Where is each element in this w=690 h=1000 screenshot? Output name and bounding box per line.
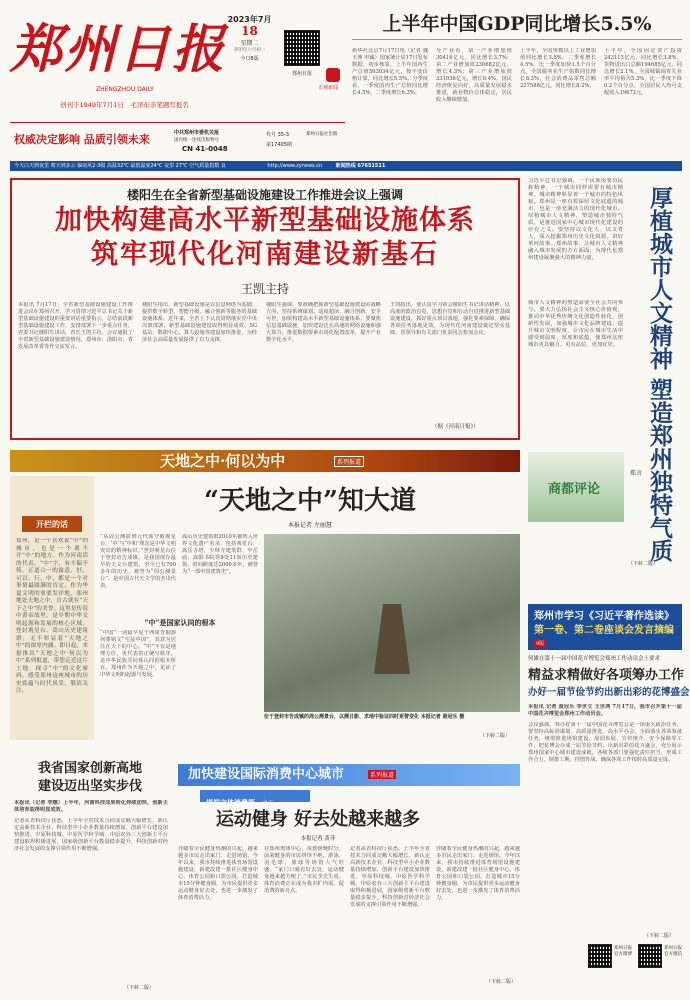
tiandi-col-2: 嵩山历史建筑群2010年被列入世界文化遗产名录，包括观星台、嵩岳寺塔、少林寺建筑群、中岳庙、嵩阳书院等8处11项历史建筑，时间跨度达2000多年，被誉为“一部中国建筑史”。 [182, 534, 258, 575]
tiandi-col-1b: “中国”一词最早见于西周青铜器何尊铭文“宅兹中国”，其意为居住在天下的中心。“中”不仅是地理方位，更代表着正统与秩序，是中华民族共同体认同的根本所在。郑州作为天地之中，见证了中华文明的起源与发展。 [100, 630, 176, 678]
fitness-col-4: 伴随着全民健身热潮的兴起，越来越多市民走出家门、走进场馆。今年以来，我市持续推进体育场馆设施建设，新建改建一批社区健身中心、体育公园和口袋公园，打造城市15分钟健身圈，为市民提供更多运动健身好去处，也进一步激发了体育消费活力。 [436, 846, 520, 901]
gdp-col-4: 上半年，全国固定资产投资243113亿元，同比增长3.8%。货物进出口总额194685亿元，同比增长2.1%。全国城镇调查失业率平均值为5.3%，比一季度下降0.2个百分点。全国居民人均可支配收入19672元。 [604, 48, 682, 96]
huabo-headline-1: 精益求精做好各项筹办工作 [528, 668, 685, 683]
fitness-jump: （下转二版） [486, 979, 517, 985]
wechat-qr-label: 郑州日报官方微信 [664, 946, 682, 957]
serial-number: CN 41-0048 [182, 145, 228, 153]
motto-bar [10, 122, 345, 158]
date-year: 2023年7月 [227, 15, 272, 24]
fitness-subbanner-text: 提振文体消费篇 [206, 798, 255, 807]
gdp-article [352, 8, 682, 158]
tiandi-subhead: “中”是国家认同的根本 [144, 618, 216, 627]
lead-article [10, 178, 520, 440]
column-logo [528, 452, 624, 522]
study-box [528, 604, 682, 650]
website-link[interactable]: http://www.zynews.cn [267, 163, 323, 169]
tiandi-sidebar [10, 476, 94, 740]
innovation-headline-1: 我省国家创新高地 [37, 761, 142, 776]
huabo-headline-2: 办好一届节俭节约出新出彩的花博盛会 [528, 687, 690, 698]
motto: 权威决定影响 品质引领未来 [14, 133, 150, 146]
tiandi-series-tag: 系列报道 [334, 456, 364, 467]
lead-col-2: 楼阳生指出，新型基础设施是以信息网络为基础，提供数字转型、智能升级、融合创新等服务的基础设施体系。近年来，全省上下认真贯彻落实党中央决策部署，新型基础设施建设取得明显成效，5G基站、数据中心、算力设施等建设加快推进，为经济社会高质量发展提供了有力支撑。 [142, 302, 257, 343]
gdp-headline: 上半年中国GDP同比增长5.5% [352, 8, 682, 40]
app-label: 正观新闻 [318, 85, 339, 91]
wechat-qr-code[interactable] [638, 944, 662, 968]
fitness-series-tag: 系列报道 [370, 772, 395, 779]
innovation-headline-2: 建设迈出坚实步伐 [37, 779, 142, 794]
lunar-date: 癸卯年六月初一 [233, 48, 266, 53]
huabo-kicker: 何雄在第十一届中国花卉博览会郑州工作动员会上要求 [528, 656, 661, 662]
date-box [222, 8, 277, 118]
commentary-body-1: 习近平总书记强调，一个民族需要有民族精神，一个城市同样需要有城市精神。城市精神彰显着一个城市的特色风貌。郑州是一座有着深厚文化底蕴的城市，也是一座充满活力的现代化城市。厚植城市人文精神，塑造城市独特气质，是推进国家中心城市现代化建设的应有之义。要坚持以文化人、以文育人，深入挖掘郑州历史文化资源，讲好黄河故事、郑州故事，让城市人文精神融入城市发展的方方面面，为现代化郑州建设凝聚强大的精神力量。 [528, 178, 623, 261]
fitness-col-1: 伴随着全民健身热潮的兴起，越来越多市民走出家门、走进场馆。今年以来，我市持续推进体育场馆设施建设，新建改建一批社区健身中心、体育公园和口袋公园，打造城市15分钟健身圈，为市民提供更多运动健身好去处，也进一步激发了体育消费活力。 [178, 846, 258, 901]
edition-count: 今日8版 [240, 56, 259, 62]
study-headline-2: 第一卷、第二卷座谈会发言摘编 [534, 625, 674, 636]
tiandi-headline: “天地之中”知大道 [204, 486, 416, 516]
huabo-body: 会议强调，筹办好第十一届中国花卉博览会是一项重大政治任务，要坚持高标准谋划、高质量推进、高水平办会，全面落实各项筹备任务，统筹推进场馆建设、展园布展、宣传推介、安全保障等工作，把花博会办成一届节俭节约、出新出彩的花卉盛会，充分展示郑州国家中心城市建设成就。各级各部门要强化责任担当，形成工作合力，倒排工期，挂图作战，确保各项工作按时高质量完成。 [528, 722, 682, 763]
hotline: 新闻热线 67651511 [335, 163, 386, 169]
weather-bar [10, 161, 682, 171]
fitness-col-2: 在郑州奥体中心，每到傍晚时分，前来健身的市民络绎不绝。游泳、羽毛球、篮球等场馆人气旺盛。“家门口就有好去处，运动健身越来越方便了。”市民李先生说。体育消费正在成为我市扩内需、促消费的新亮点。 [264, 846, 344, 894]
lead-headline-2: 筑牢现代化河南建设新基石 [91, 239, 439, 270]
weekday: 星期二 [240, 40, 259, 47]
innovation-jump: （下转二版） [124, 985, 155, 991]
commentary-section-logo: 商都评论 [548, 482, 601, 497]
sidebar-body: 郑州，是一个喜欢说“中”的城市，也是一个离不开“中”的地方。作为河南话的代表，“中”字，有不偏不倚、正道合一的寓意，好、可以、行、中，都是一个对事情最圆满的肯定。作为华夏文明的重要发祥地，郑州地处天地之中，自古就有“天下之中”的美誉。这里是传说中黄帝故里，是早期中华文明起源和发展的核心区域。登封观星台、嵩山历史建筑群，无不彰显着“天地之中”的深厚内涵。即日起，本报推出“天地之中·何以为中”系列报道，带您走近这片土地，探寻“中”的文化密码，感受郑州这座城市的历史底蕴与时代风采。敬请关注。 [16, 538, 88, 694]
commentary-jump: （下转二版） [628, 561, 659, 567]
qr-caption: 郑州日报 [291, 71, 312, 77]
publisher: 中共郑州市委机关报 [174, 130, 220, 136]
innovation-byline: 本报讯（记者 李娜）上半年，河南科技成果转化持续加快，创新主体培育取得明显成效。 [14, 800, 168, 813]
serial-label: 国内统一连续出版物号 [174, 138, 219, 143]
date-day: 18 [241, 24, 258, 38]
huabo-jump: （下转二版） [644, 933, 675, 939]
fitness-col-3: 记者从省科技厅获悉，上半年全省技术合同成交额大幅增长，新认定高新技术企业、科技型中小企业数量持续增加，创新平台建设加快推进。中原科技城、中原医学科学城、中原农谷三大创新主平台建设取得积极进展，国家级创新平台数量稳步提升，科技创新对经济社会发展的支撑引领作用不断增强。 [350, 846, 430, 908]
gdp-col-3: 上半年，全国规模以上工业增加值同比增长3.8%。二季度增长4.5%，比一季度加快1.5个百分点。全国服务业生产指数同比增长8.3%，社会消费品零售总额227588亿元，同比增长8.2%。 [520, 48, 596, 89]
tiandi-banner-title: 天地之中·何以为中 [160, 452, 286, 470]
masthead-title: 郑州日报 [10, 19, 227, 80]
lead-col-4: 王凯指出，要认真学习领会楼阳生书记讲话精神，以高度的政治自觉、思想自觉和行动自觉推进新型基础设施建设，抓好重点项目落地，强化要素保障，确保各项任务落地见效，为现代化河南建设奠定坚实基础。省领导和有关部门负责同志参加会议。 [390, 302, 510, 336]
commentary-author: 郑言 [630, 470, 643, 477]
weibo-qr-label: 郑州日报官方微博 [614, 946, 632, 957]
commentary-title: 厚植城市人文精神 塑造郑州独特气质 [646, 186, 673, 563]
gdp-col-2: 分产业看，第一产业增加值30416亿元，同比增长3.7%；第二产业增加值230682亿元，增长4.3%；第三产业增加值331936亿元，增长6.4%。国民经济恢复向好，高质量发展稳步推进，就业物价总体稳定，居民收入继续增加。 [436, 48, 512, 103]
tiandi-banner [10, 450, 520, 472]
app-logo-icon [326, 68, 340, 82]
gdp-col-1: 新华社北京7月17日电（记者 魏玉坤 申铖）国家统计局17日发布数据，初步核算，上半年国内生产总值593034亿元，按不变价格计算，同比增长5.5%。分季度看，一季度国内生产总值同比增长4.5%，二季度增长6.3%。 [352, 48, 428, 96]
lead-headline-1: 加快构建高水平新型基础设施体系 [55, 205, 475, 236]
innovation-body: 记者从省科技厅获悉，上半年全省技术合同成交额大幅增长，新认定高新技术企业、科技型中小企业数量持续增加，创新平台建设加快推进。中原科技城、中原医学科学城、中原农谷三大创新主平台建设取得积极进展，国家级创新平台数量稳步提升，科技创新对经济社会发展的支撑引领作用不断增强。 [14, 818, 168, 852]
lead-jump: （据《河南日报》） [432, 424, 479, 430]
tiandi-photo [264, 534, 520, 712]
tiandi-source: 本报记者 左丽慧 [288, 522, 332, 529]
email-info: 郑州日报社出版 [306, 132, 338, 137]
masthead-pinyin: ZHENGZHOU DAILY [96, 86, 154, 93]
masthead-qr-code[interactable] [284, 30, 320, 66]
study-page-tag[interactable]: 9版 [536, 641, 545, 647]
lead-host-line: 王凯主持 [240, 282, 289, 296]
weather: 今天白天到夜里 晴天到多云 偏南风2-3级 高温32℃ 最低温度24℃ 夜里 27℃ 空气质量指数 良 [14, 163, 226, 169]
lead-kicker: 楼阳生在全省新型基础设施建设工作推进会议上强调 [126, 188, 403, 202]
fitness-source: 本报记者 黄菲 [300, 836, 336, 842]
fitness-series-no: 之五 [262, 800, 275, 807]
fitness-subbanner [200, 790, 310, 807]
founded-line: 创刊于1949年7月1日 毛泽东亲笔题写报名 [60, 101, 189, 109]
commentary-body-2: 城市人文精神的塑造需要全社会共同参与。要大力弘扬社会主义核心价值观，推动中华优秀传统文化创造性转化、创新性发展，加强城市文化品牌建设，提升城市文明程度，让市民在城市生活中感受到温度、厚度和底蕴，使郑州这座城市更具魅力、更有品位、更加宜居。 [528, 300, 623, 348]
tiandi-col-1: “从周公测影到元代郭守敬观星台，‘中’与‘中和’理念是中华文明突出的精神标识。”登封观星台位于登封市告成镇，是我国现存最早的天文台建筑，至今已有700多年的历史，被誉为“周公测景台”，是中国古代天文学的杰出代表。 [100, 534, 176, 589]
weibo-qr-code[interactable] [588, 944, 612, 968]
fitness-headline: 运动健身 好去处越来越多 [215, 809, 421, 830]
postal-code: 代号 35-3 [266, 132, 289, 138]
issue-number: 第17405期 [266, 142, 292, 148]
tower-shape [362, 574, 422, 674]
sidebar-title: 开栏的话 [22, 516, 82, 532]
tiandi-caption: 位于登封市告成镇的周公测景台，以测日影、求地中验证四时更替变化 本报记者 聂冠乐 摄 [264, 714, 465, 720]
fitness-banner [178, 764, 520, 786]
lead-col-1: 本报讯 7月17日，全省新型基础设施建设工作推进会议在郑州召开，学习贯彻习近平总书记关于新型基础设施建设的重要讲话重要指示，总结前段新型基础设施建设工作，安排部署下一步重点任务。省委书记楼阳生讲话，省长王凯主持。会议通报了全省新型基础设施建设情况，郑州市、洛阳市、省发展改革委等作交流发言。 [18, 302, 133, 350]
tiandi-jump: （下转二版） [480, 733, 511, 739]
huabo-byline: 本报讯 记者 聂冠乐 李世文 王世鸿 7月17日，我市召开第十一届中国花卉博览会郑州工作动员会。 [528, 704, 682, 717]
study-headline-1: 郑州市学习《习近平著作选读》 [534, 611, 674, 622]
lead-col-3: 楼阳生强调，要准确把握新型基础设施建设的战略方向，坚持系统谋划、适度超前、融合创新、安全可控，加快构建高水平新型基础设施体系。要聚焦信息基础设施，加快建设泛在高速的网络设施和强大算力，推进数据要素市场化配置改革，提升产业数字化水平。 [266, 302, 381, 343]
fitness-banner-title: 加快建设国际消费中心城市 [188, 767, 345, 782]
